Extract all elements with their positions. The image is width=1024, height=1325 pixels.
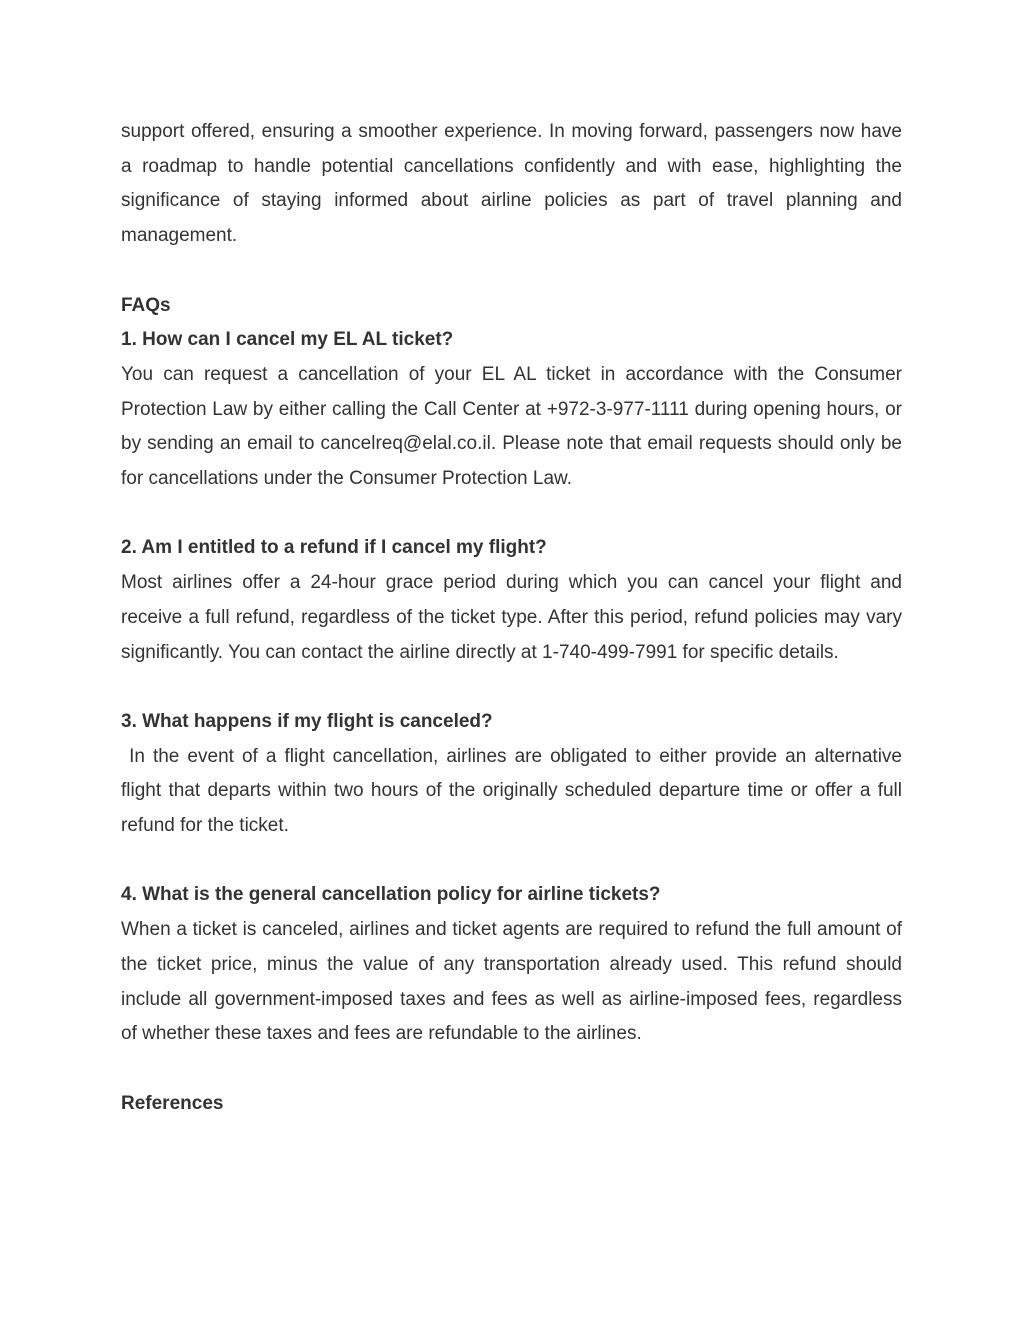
spacer bbox=[121, 1052, 902, 1087]
references-heading: References bbox=[121, 1092, 224, 1114]
spacer bbox=[121, 844, 902, 879]
spacer bbox=[121, 254, 902, 289]
faq-question-4: 4. What is the general cancellation policy for airline tickets? bbox=[121, 884, 661, 906]
faq-question-3: 3. What happens if my flight is canceled? bbox=[121, 710, 493, 732]
document-page bbox=[121, 115, 908, 1121]
faq-answer-4: When a ticket is canceled, airlines and ticket agents are required to refund the full amount of the ticket price, minus the value of any transportation already used. This refund should include all government-imposed taxes and fees as well as airline-imposed fees, regardless of whether these taxes and fees are refundable to the airlines. bbox=[121, 919, 902, 1045]
intro-paragraph: support offered, ensuring a smoother experience. In moving forward, passengers now have a roadmap to handle potential cancellations confidently and with ease, highlighting the significance of staying informed about airline policies as part of travel planning and management. bbox=[121, 121, 902, 247]
spacer bbox=[121, 670, 902, 705]
faq-answer-3: In the event of a flight cancellation, airlines are obligated to either provide an alternative flight that departs within two hours of the originally scheduled departure time or offer a full refund for the ticket. bbox=[121, 745, 908, 837]
faq-answer-1: You can request a cancellation of your EL AL ticket in accordance with the Consumer Protection Law by either calling the Call Center at +972-3-977-1111 during opening hours, or by sending an email to cancelreq@elal.co.il. Please note that email requests should only be for cancellations under the Consumer Protection Law. bbox=[121, 363, 902, 490]
faq-question-1: 1. How can I cancel my EL AL ticket? bbox=[121, 329, 454, 351]
faq-answer-2: Most airlines offer a 24-hour grace period during which you can cancel your flight and receive a full refund, regardless of the ticket type. After this period, refund policies may vary significantly. You can contact the airline directly at 1-740-499-7991 for specific details. bbox=[121, 572, 902, 663]
faq-question-2: 2. Am I entitled to a refund if I cancel my flight? bbox=[121, 537, 547, 559]
faqs-heading: FAQs bbox=[121, 294, 171, 316]
spacer bbox=[121, 497, 902, 532]
